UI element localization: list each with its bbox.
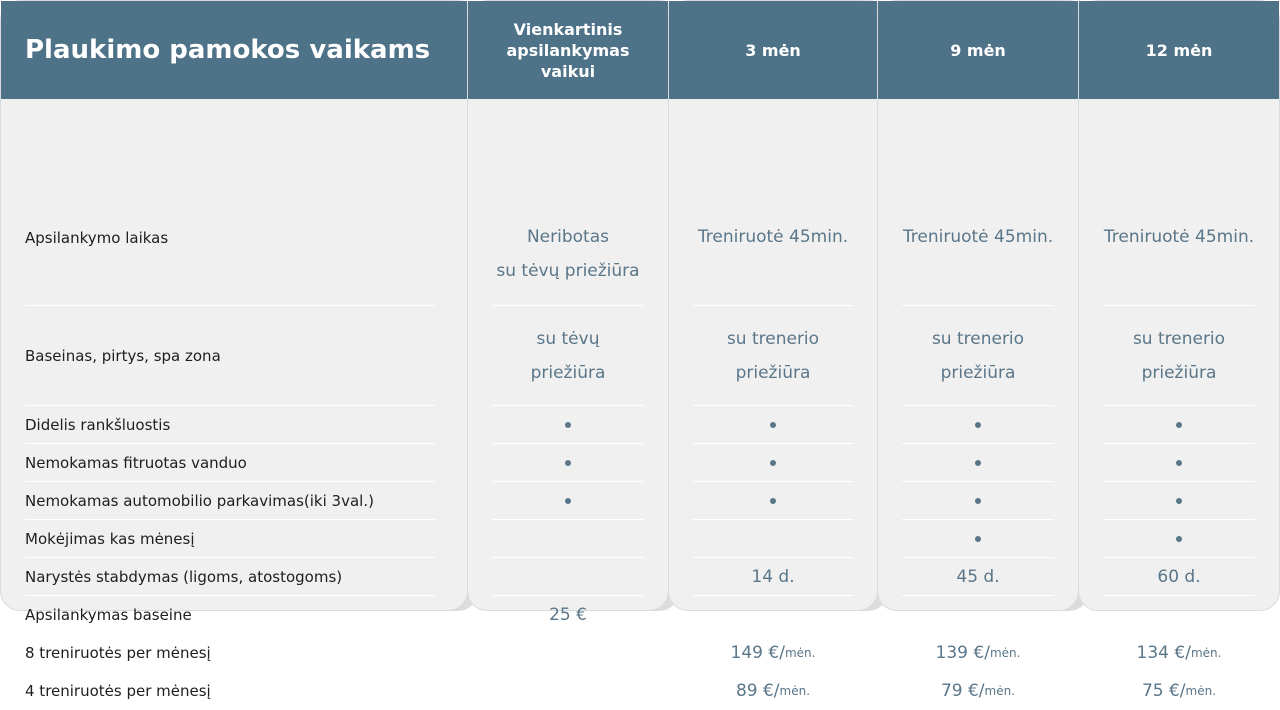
included-dot-icon bbox=[975, 536, 981, 542]
plan-pool-supervision bbox=[902, 306, 1054, 406]
plan-price-4-trainings bbox=[693, 672, 853, 710]
plan-price-8-trainings bbox=[1103, 634, 1255, 672]
included-dot-icon bbox=[975, 460, 981, 466]
plan-freeze bbox=[492, 558, 644, 596]
price-unit: mėn. bbox=[1185, 684, 1217, 698]
included-dot-icon bbox=[1176, 460, 1182, 466]
included-dot-icon bbox=[565, 498, 571, 504]
price-unit: mėn. bbox=[984, 684, 1016, 698]
plan-pool-supervision bbox=[1103, 306, 1255, 406]
price-value: 89 €/ bbox=[735, 681, 780, 701]
plan-price-8-trainings bbox=[902, 634, 1054, 672]
feature-label-freeze: Narystės stabdymas (ligoms, atostogoms) bbox=[25, 568, 343, 586]
plan-column-single[interactable] bbox=[467, 0, 669, 625]
plan-towel bbox=[492, 406, 644, 444]
price-value: 75 €/ bbox=[1141, 681, 1186, 701]
plan-monthly-payment bbox=[902, 520, 1054, 558]
plan-water bbox=[693, 444, 853, 482]
plan-price-4-trainings bbox=[492, 672, 644, 710]
features-column bbox=[0, 0, 468, 700]
plan-column-9-months[interactable] bbox=[877, 0, 1079, 701]
plan-single-visit-price bbox=[902, 596, 1054, 634]
plan-freeze: 45 d. bbox=[956, 567, 1000, 587]
plan-towel bbox=[1103, 406, 1255, 444]
feature-label-water: Nemokamas fitruotas vanduo bbox=[25, 454, 247, 472]
pool-line-2: priežiūra bbox=[940, 363, 1016, 383]
plan-parking bbox=[1103, 482, 1255, 520]
visit-time-line-1: Treniruotė 45min. bbox=[1103, 227, 1255, 247]
price-unit: mėn. bbox=[784, 646, 816, 660]
pool-line-2: priežiūra bbox=[735, 363, 811, 383]
plan-water bbox=[902, 444, 1054, 482]
included-dot-icon bbox=[1176, 422, 1182, 428]
plan-pool-supervision bbox=[693, 306, 853, 406]
plan-towel bbox=[693, 406, 853, 444]
feature-label-8-trainings: 8 treniruotės per mėnesį bbox=[25, 644, 211, 662]
plan-monthly-payment bbox=[693, 520, 853, 558]
plan-column-3-months[interactable] bbox=[668, 0, 878, 701]
plan-pool-supervision bbox=[492, 306, 644, 406]
price-value: 139 €/ bbox=[935, 643, 990, 663]
plan-visit-time bbox=[902, 197, 1054, 306]
pool-line-1: su tėvų bbox=[536, 329, 600, 349]
price-unit: mėn. bbox=[989, 646, 1021, 660]
included-dot-icon bbox=[770, 498, 776, 504]
feature-label-towel: Didelis rankšluostis bbox=[25, 416, 171, 434]
feature-label-single-visit: Apsilankymas baseine bbox=[25, 606, 192, 624]
included-dot-icon bbox=[770, 422, 776, 428]
feature-label-4-trainings: 4 treniruotės per mėnesį bbox=[25, 682, 211, 700]
visit-time-line-1: Neribotas bbox=[526, 227, 609, 247]
plan-water bbox=[492, 444, 644, 482]
price-value: 149 €/ bbox=[730, 643, 785, 663]
plan-visit-time bbox=[693, 197, 853, 306]
price-value: 79 €/ bbox=[940, 681, 985, 701]
pool-line-2: priežiūra bbox=[1141, 363, 1217, 383]
price-value: 134 €/ bbox=[1136, 643, 1191, 663]
pool-line-2: priežiūra bbox=[530, 363, 606, 383]
plan-price-8-trainings bbox=[693, 634, 853, 672]
pool-line-1: su trenerio bbox=[931, 329, 1025, 349]
included-dot-icon bbox=[1176, 498, 1182, 504]
plan-column-12-months[interactable] bbox=[1078, 0, 1280, 701]
visit-time-line-1: Treniruotė 45min. bbox=[697, 227, 849, 247]
included-dot-icon bbox=[975, 498, 981, 504]
price-unit: mėn. bbox=[1190, 646, 1222, 660]
plan-parking bbox=[693, 482, 853, 520]
plan-price-8-trainings bbox=[492, 634, 644, 672]
included-dot-icon bbox=[1176, 536, 1182, 542]
feature-label-parking: Nemokamas automobilio parkavimas(iki 3val.) bbox=[25, 492, 374, 510]
plan-single-visit-price: 25 € bbox=[549, 605, 587, 625]
page-title: Plaukimo pamokos vaikams bbox=[1, 1, 467, 99]
plan-visit-time bbox=[492, 197, 644, 306]
plan-parking bbox=[492, 482, 644, 520]
included-dot-icon bbox=[975, 422, 981, 428]
included-dot-icon bbox=[565, 422, 571, 428]
feature-label-monthly-payment: Mokėjimas kas mėnesį bbox=[25, 530, 195, 548]
plan-name: 9 mėn bbox=[878, 1, 1078, 99]
plan-price-4-trainings bbox=[902, 672, 1054, 710]
price-unit: mėn. bbox=[779, 684, 811, 698]
feature-label-pool: Baseinas, pirtys, spa zona bbox=[25, 347, 221, 365]
plan-name: 3 mėn bbox=[669, 1, 877, 99]
included-dot-icon bbox=[565, 460, 571, 466]
plan-monthly-payment bbox=[492, 520, 644, 558]
plan-monthly-payment bbox=[1103, 520, 1255, 558]
plan-price-4-trainings bbox=[1103, 672, 1255, 710]
pool-line-1: su trenerio bbox=[726, 329, 820, 349]
plan-single-visit-price bbox=[693, 596, 853, 634]
plan-freeze: 14 d. bbox=[751, 567, 795, 587]
plan-towel bbox=[902, 406, 1054, 444]
feature-label-visit-time: Apsilankymo laikas bbox=[25, 229, 169, 247]
plan-water bbox=[1103, 444, 1255, 482]
plan-visit-time bbox=[1103, 197, 1255, 306]
pool-line-1: su trenerio bbox=[1132, 329, 1226, 349]
included-dot-icon bbox=[770, 460, 776, 466]
plan-name: 12 mėn bbox=[1079, 1, 1279, 99]
visit-time-line-2: su tėvų priežiūra bbox=[496, 261, 640, 281]
visit-time-line-1: Treniruotė 45min. bbox=[902, 227, 1054, 247]
plan-parking bbox=[902, 482, 1054, 520]
plan-freeze: 60 d. bbox=[1157, 567, 1201, 587]
plan-name: Vienkartinis apsilankymas vaikui bbox=[468, 1, 668, 99]
plan-single-visit-price bbox=[1103, 596, 1255, 634]
